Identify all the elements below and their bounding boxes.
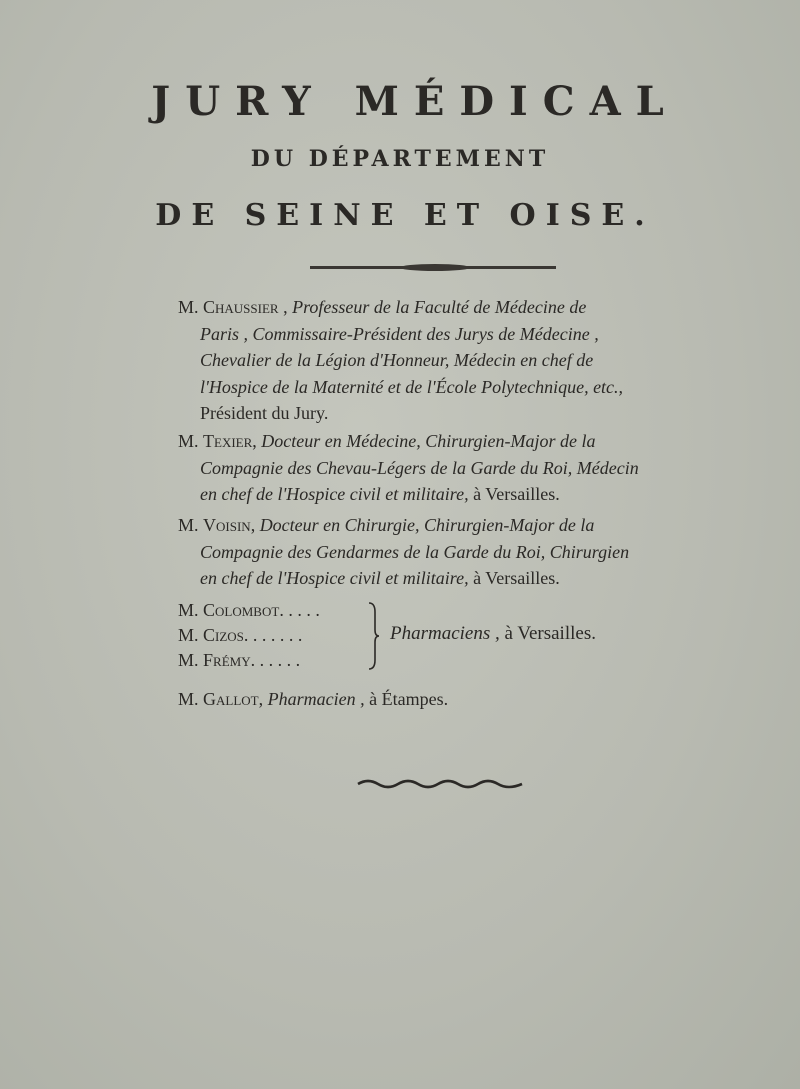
page-subtitle: DU DÉPARTEMENT xyxy=(250,146,550,172)
member-location: à Versailles. xyxy=(468,484,560,504)
entry-prefix: M. xyxy=(178,600,204,620)
pharmaciens-group-label xyxy=(390,623,596,645)
member-title-line: Docteur en Chirurgie, Chirurgien-Major de la xyxy=(259,515,595,535)
separator: , xyxy=(252,431,262,451)
separator: , xyxy=(258,689,268,709)
member-name: Voisin xyxy=(203,515,251,535)
member-title-line: l'Hospice de la Maternité et de l'École Polytechnique, etc., xyxy=(200,376,624,397)
pharmacien-fremy xyxy=(178,650,300,671)
page-title: JURY MÉDICAL xyxy=(151,78,679,125)
ornament-divider-icon xyxy=(356,778,524,790)
jury-entry-texier xyxy=(178,428,698,508)
member-title-line: Compagnie des Chevau-Légers de la Garde du Roi, Médecin xyxy=(200,457,639,478)
decorative-rule xyxy=(310,266,556,269)
leader-dots: . . . . . . . xyxy=(243,625,303,645)
department-name: DE SEINE ET OISE. xyxy=(155,198,655,233)
member-name: Cizos xyxy=(203,625,244,645)
entry-prefix: M. xyxy=(178,431,204,451)
pharmacien-cizos xyxy=(178,625,302,646)
member-title-line: en chef de l'Hospice civil et militaire, xyxy=(200,568,469,588)
member-name: Gallot xyxy=(203,689,259,709)
group-role: Pharmaciens , xyxy=(390,623,500,644)
member-location: à Étampes. xyxy=(364,689,449,709)
member-title-line: en chef de l'Hospice civil et militaire, xyxy=(200,484,469,504)
leader-dots: . . . . . . xyxy=(250,650,301,670)
leader-dots: . . . . . xyxy=(279,600,320,620)
member-name: Chaussier xyxy=(203,297,279,317)
member-role: Président du Jury. xyxy=(200,403,329,423)
member-title-line: Chevalier de la Légion d'Honneur, Médecin en chef de xyxy=(200,350,594,370)
member-title-line: Paris , Commissaire-Président des Jurys de Médecine , xyxy=(200,323,599,344)
entry-prefix: M. xyxy=(178,297,204,317)
entry-prefix: M. xyxy=(178,689,204,709)
jury-entry-voisin xyxy=(178,512,698,592)
separator: , xyxy=(250,515,260,535)
member-title-line: Professeur de la Faculté de Médecine de xyxy=(292,297,587,317)
member-name: Texier xyxy=(203,431,253,451)
member-name: Frémy xyxy=(203,650,251,670)
member-name: Colombot xyxy=(203,600,280,620)
pharmacien-colombot xyxy=(178,600,320,621)
pharmacien-gallot xyxy=(178,689,448,710)
member-role: Pharmacien , xyxy=(267,689,365,709)
entry-prefix: M. xyxy=(178,515,204,535)
entry-prefix: M. xyxy=(178,650,204,670)
member-title-line: Compagnie des Gendarmes de la Garde du Roi, Chirurgien xyxy=(200,541,630,562)
group-location: à Versailles. xyxy=(499,623,596,644)
entry-prefix: M. xyxy=(178,625,204,645)
jury-entry-chaussier xyxy=(178,294,698,427)
curly-brace-icon xyxy=(368,602,380,670)
separator: , xyxy=(278,297,293,317)
member-title-line: Docteur en Médecine, Chirurgien-Major de la xyxy=(261,431,596,451)
member-location: à Versailles. xyxy=(468,568,560,588)
